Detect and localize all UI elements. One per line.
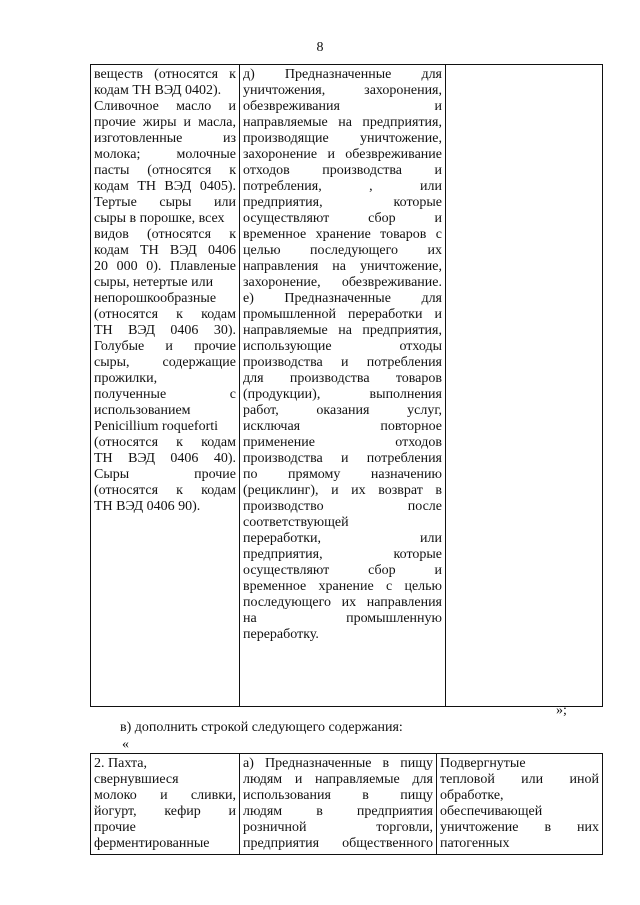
text-line: уничтожение в них	[440, 820, 599, 835]
text-line: (относятся к кодам	[94, 435, 236, 450]
added-purpose-cell	[240, 754, 437, 855]
text-line: обработке,	[440, 788, 504, 803]
text-line: Сливочное масло и	[94, 99, 236, 114]
text-line: (продукции), выполнения	[243, 387, 442, 402]
text-line: сыры, содержащие	[94, 355, 236, 370]
text-line: обезвреживания и	[243, 99, 442, 114]
text-line: направляемые на предприятия,	[243, 323, 442, 338]
text-line: тепловой или иной	[440, 772, 599, 787]
text-line: кодам ТН ВЭД 0406	[94, 243, 236, 258]
text-line: предприятия, которые	[243, 547, 442, 562]
text-line: (рециклинг), и их возврат в	[243, 483, 442, 498]
text-line: временное хранение с целью	[243, 579, 442, 594]
text-line: промышленной переработки и	[243, 307, 442, 322]
text-line: потребления, , или	[243, 179, 442, 194]
text-line: последующего их направления	[243, 595, 442, 610]
text-line: использованием	[94, 403, 191, 418]
product-codes-cell	[91, 65, 240, 707]
text-line: людям и направляемые для	[243, 772, 433, 787]
text-line: Тертые сыры или	[94, 195, 236, 210]
text-line: производство после	[243, 499, 442, 514]
text-line: прожилки,	[94, 371, 158, 386]
text-line: 2. Пахта,	[94, 756, 147, 771]
text-line: людям в предприятия	[243, 804, 433, 819]
text-line: применение отходов	[243, 435, 442, 450]
text-line: видов (относятся к	[94, 227, 236, 242]
added-product-text	[94, 756, 236, 852]
text-line: сыры в порошке, всех	[94, 211, 225, 226]
text-line: ферментированные	[94, 836, 210, 851]
text-line: переработку.	[243, 627, 319, 642]
text-line: Penicillium roqueforti	[94, 419, 219, 434]
text-line: производящие уничтожение,	[243, 131, 442, 146]
text-line: непорошкообразные	[94, 291, 217, 306]
text-line: целью последующего их	[243, 243, 442, 258]
opening-quote: «	[122, 737, 129, 752]
text-line: использующие отходы	[243, 339, 442, 354]
text-line: захоронение и обезвреживание	[243, 147, 442, 162]
amendment-paragraph: в) дополнить строкой следующего содержания:	[120, 720, 403, 735]
text-line: направления на уничтожение,	[243, 259, 442, 274]
text-line: ТН ВЭД 0406 30).	[94, 323, 236, 338]
text-line: а) Предназначенные в пищу	[243, 756, 433, 771]
text-line: направляемые на предприятия,	[243, 115, 442, 130]
text-line: использования в пищу	[243, 788, 433, 803]
text-line: для производства товаров	[243, 371, 442, 386]
text-line: производства и потребления	[243, 451, 442, 466]
product-codes-text	[94, 67, 236, 515]
purpose-cell	[240, 65, 446, 707]
text-line: (относятся к кодам	[94, 307, 236, 322]
text-line: (относятся к кодам	[94, 483, 236, 498]
text-line: Голубые и прочие	[94, 339, 236, 354]
text-line: прочие	[94, 820, 136, 835]
text-line: захоронение, обезвреживание.	[243, 275, 442, 290]
text-line: работ, оказания услуг,	[243, 403, 442, 418]
text-line: осуществляют сбор и	[243, 211, 442, 226]
text-line: изготовленные из	[94, 131, 236, 146]
text-line: осуществляют сбор и	[243, 563, 442, 578]
text-line: кодам ТН ВЭД 0402).	[94, 83, 222, 98]
text-line: Сыры прочие	[94, 467, 236, 482]
text-line: молоко и сливки,	[94, 788, 236, 803]
text-line: Подвергнутые	[440, 756, 526, 771]
text-line: на промышленную	[243, 611, 442, 626]
added-product-cell	[91, 754, 240, 855]
text-line: кодам ТН ВЭД 0405).	[94, 179, 236, 194]
text-line: временное хранение товаров с	[243, 227, 442, 242]
text-line: предприятия общественного	[243, 836, 433, 851]
product-table	[90, 64, 603, 707]
added-purpose-text	[243, 756, 433, 852]
text-line: полученные с	[94, 387, 236, 402]
conditions-cell	[446, 65, 603, 707]
text-line: прочие жиры и масла,	[94, 115, 236, 130]
closing-quote: »;	[556, 703, 567, 718]
page-number: 8	[316, 40, 324, 55]
text-line: переработки, или	[243, 531, 442, 546]
text-line: розничной торговли,	[243, 820, 433, 835]
text-line: обеспечивающей	[440, 804, 543, 819]
text-line: веществ (относятся к	[94, 67, 236, 82]
text-line: д) Предназначенные для	[243, 67, 442, 82]
text-line: 20 000 0). Плавленые	[94, 259, 236, 274]
text-line: предприятия, которые	[243, 195, 442, 210]
text-line: сыры, нетертые или	[94, 275, 214, 290]
purpose-text	[243, 67, 442, 643]
text-line: соответствующей	[243, 515, 349, 530]
text-line: йогурт, кефир и	[94, 804, 236, 819]
text-line: отходов производства и	[243, 163, 442, 178]
text-line: производства и потребления	[243, 355, 442, 370]
text-line: молока; молочные	[94, 147, 236, 162]
text-line: патогенных	[440, 836, 510, 851]
added-conditions-cell	[437, 754, 603, 855]
text-line: пасты (относятся к	[94, 163, 236, 178]
text-line: исключая повторное	[243, 419, 442, 434]
text-line: ТН ВЭД 0406 90).	[94, 499, 201, 514]
text-line: е) Предназначенные для	[243, 291, 442, 306]
added-conditions-text	[440, 756, 599, 852]
text-line: уничтожения, захоронения,	[243, 83, 442, 98]
added-row-table	[90, 753, 603, 855]
text-line: свернувшиеся	[94, 772, 179, 787]
text-line: по прямому назначению	[243, 467, 442, 482]
text-line: ТН ВЭД 0406 40).	[94, 451, 236, 466]
